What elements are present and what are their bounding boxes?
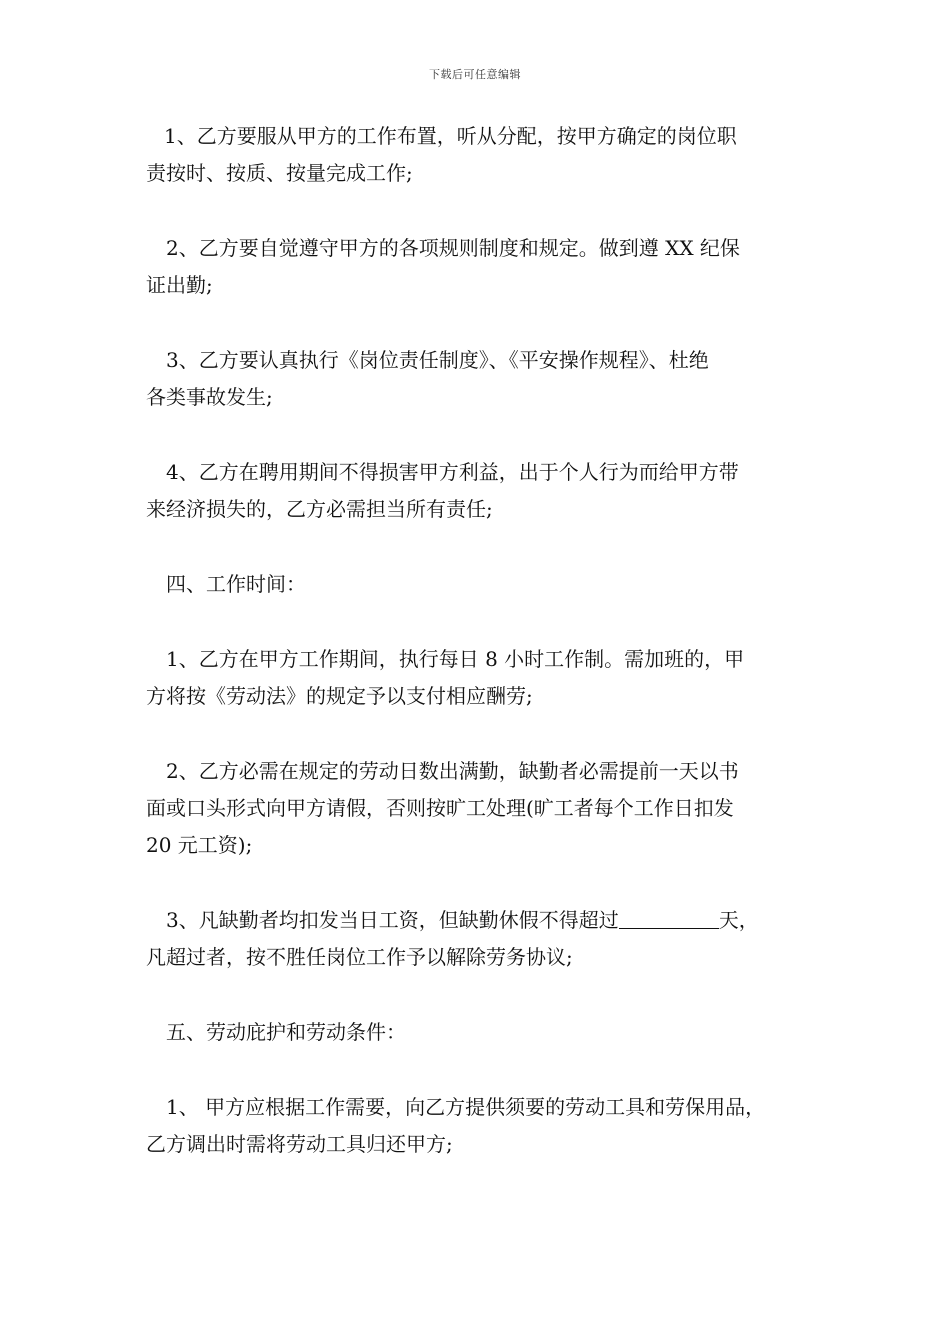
- paragraph-duty-1: [146, 118, 811, 155]
- paragraph-time-3: [146, 902, 811, 939]
- paragraph-duty-2: [146, 230, 811, 267]
- line: 面或口头形式向甲方请假，否则按旷工处理(旷工者每个工作日扣发: [146, 796, 734, 820]
- line: 4、乙方在聘用期间不得损害甲方利益，出于个人行为而给甲方带: [166, 460, 739, 484]
- section-heading-work-time: [146, 566, 811, 603]
- line: 2、乙方要自觉遵守甲方的各项规则制度和规定。做到遵 XX 纪保: [166, 236, 740, 260]
- paragraph-time-1-cont: [146, 678, 811, 715]
- paragraph-protection-1-cont: [146, 1126, 811, 1163]
- line: 天，: [718, 908, 759, 932]
- paragraph-time-2-cont: [146, 790, 811, 827]
- paragraph-duty-1-cont: [146, 155, 811, 192]
- line: 方将按《劳动法》的规定予以支付相应酬劳;: [146, 684, 533, 708]
- page-header: 下载后可任意编辑: [429, 68, 521, 81]
- paragraph-time-2-cont2: [146, 827, 811, 864]
- line: 20 元工资);: [146, 833, 253, 857]
- heading: 四、工作时间：: [166, 572, 306, 596]
- fill-in-blank[interactable]: [619, 906, 719, 929]
- line: 1、乙方要服从甲方的工作布置，听从分配，按甲方确定的岗位职: [164, 124, 737, 148]
- line: 1、 甲方应根据工作需要，向乙方提供须要的劳动工具和劳保用品，: [166, 1095, 766, 1119]
- line: 凡超过者，按不胜任岗位工作予以解除劳务协议;: [146, 945, 573, 969]
- line: 各类事故发生;: [146, 385, 273, 409]
- line: 2、乙方必需在规定的劳动日数出满勤，缺勤者必需提前一天以书: [166, 759, 739, 783]
- line: 责按时、按质、按量完成工作;: [146, 161, 413, 185]
- line: 3、乙方要认真执行《岗位责任制度》、《平安操作规程》、杜绝: [166, 348, 709, 372]
- line: 3、凡缺勤者均扣发当日工资，但缺勤休假不得超过: [166, 908, 619, 932]
- line: 证出勤;: [146, 273, 213, 297]
- line: 1、乙方在甲方工作期间，执行每日 8 小时工作制。需加班的，甲: [166, 647, 745, 671]
- paragraph-duty-3-cont: [146, 379, 811, 416]
- paragraph-duty-4-cont: [146, 491, 811, 528]
- paragraph-time-3-cont: [146, 939, 811, 976]
- paragraph-duty-2-cont: [146, 267, 811, 304]
- paragraph-time-2: [146, 753, 811, 790]
- paragraph-duty-4: [146, 454, 811, 491]
- paragraph-time-1: [146, 641, 811, 678]
- section-heading-labor-protection: [146, 1014, 811, 1051]
- paragraph-duty-3: [146, 342, 811, 379]
- line: 乙方调出时需将劳动工具归还甲方;: [146, 1132, 453, 1156]
- heading: 五、劳动庇护和劳动条件：: [166, 1020, 406, 1044]
- paragraph-protection-1: [146, 1089, 811, 1126]
- line: 来经济损失的，乙方必需担当所有责任;: [146, 497, 493, 521]
